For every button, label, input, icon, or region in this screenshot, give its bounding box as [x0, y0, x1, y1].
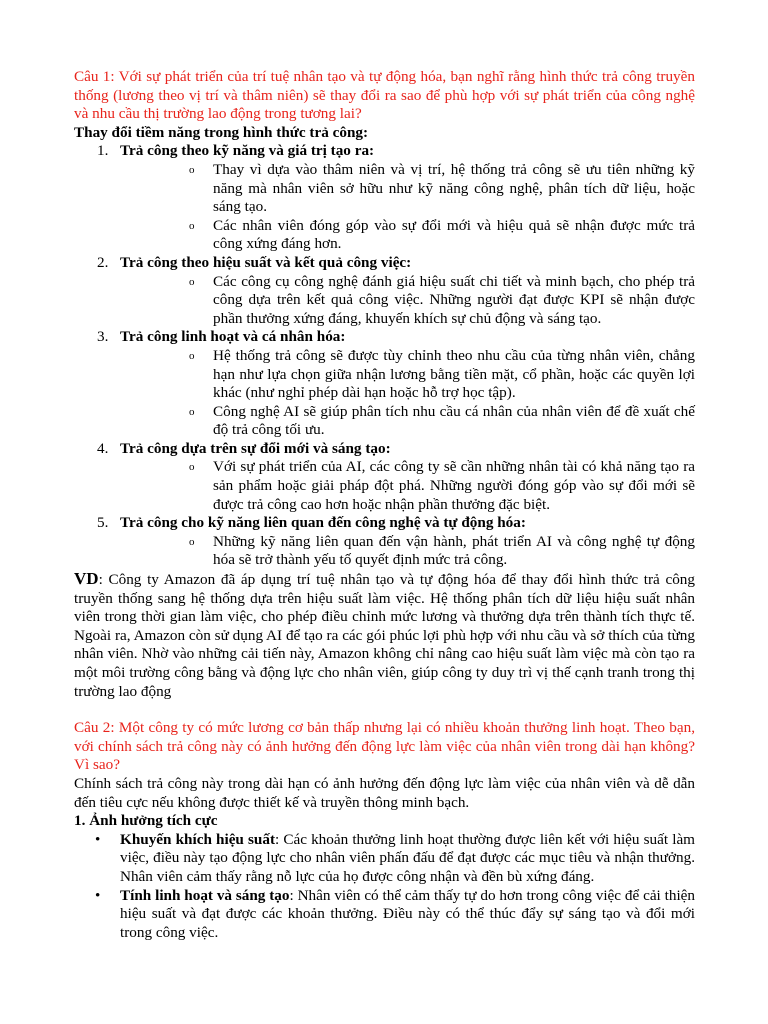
circle-bullet-icon: o	[189, 405, 195, 418]
circle-bullet-icon: o	[189, 219, 195, 232]
sub-list-item: o Các công cụ công nghệ đánh giá hiệu suất chi tiết và minh bạch, cho phép trả công dựa trên kết quả công việc. Những người đạt được KPI sẽ nhận được phần thưởng xứng đáng, khuyến khích sự chủ động và sáng tạo.	[189, 272, 695, 327]
sub-list	[120, 533, 695, 570]
sub-list	[120, 458, 695, 514]
sub-list-item: o Các nhân viên đóng góp vào sự đổi mới và hiệu quả sẽ nhận được mức trả công xứng đáng hơn.	[189, 216, 695, 253]
sub-list-item: o Công nghệ AI sẽ giúp phân tích nhu cầu cá nhân của nhân viên để đề xuất chế độ trả công tối ưu.	[189, 402, 695, 439]
sub-list-item: o Với sự phát triển của AI, các công ty sẽ cần những nhân tài có khả năng tạo ra sản phẩm hoặc giải pháp đột phá. Những người đóng góp vào sự đổi mới sẽ được trả công cao hơn hoặc nhận phần thưởng đặc biệt.	[189, 458, 695, 513]
q1-numbered-list	[74, 142, 695, 570]
q2-bullet-list	[74, 831, 695, 943]
circle-bullet-icon: o	[189, 163, 195, 176]
item-title: Trả công dựa trên sự đổi mới và sáng tạo:	[120, 439, 391, 457]
circle-bullet-icon: o	[189, 461, 195, 474]
sub-list-item: o Hệ thống trả công sẽ được tùy chỉnh theo nhu cầu của từng nhân viên, chẳng hạn như lựa chọn giữa nhận lương bằng tiền mặt, cổ phần, hoặc các quyền lợi khác (như nghỉ phép dài hạn hoặc hỗ trợ học tập).	[189, 346, 695, 402]
item-number: 5.	[97, 514, 109, 532]
sub-list	[120, 347, 695, 440]
q1-heading: Thay đổi tiềm năng trong hình thức trả công:	[74, 123, 369, 141]
document-page	[74, 68, 695, 942]
paragraph-spacer	[74, 701, 695, 719]
circle-bullet-icon: o	[189, 535, 195, 548]
list-item	[74, 514, 695, 570]
bullet-icon: •	[95, 886, 101, 904]
point-term: Khuyến khích hiệu suất	[120, 830, 276, 848]
point-term: Tính linh hoạt và sáng tạo	[120, 886, 290, 904]
item-number: 1.	[97, 142, 109, 160]
item-number: 4.	[97, 439, 109, 457]
point-text: : Nhân viên có thể cảm thấy tự do hơn trong công việc để cải thiện hiệu suất và đạt được các khoản thưởng. Điều này có thể thúc đẩy sự sáng tạo và đổi mới trong công việc.	[120, 886, 695, 941]
list-item	[74, 440, 695, 514]
example-label: VD	[74, 569, 99, 589]
item-title: Trả công cho kỹ năng liên quan đến công nghệ và tự động hóa:	[120, 514, 526, 532]
item-title: Trả công linh hoạt và cá nhân hóa:	[120, 328, 346, 346]
list-item	[74, 254, 695, 328]
circle-bullet-icon: o	[189, 349, 195, 362]
bullet-icon: •	[95, 830, 101, 848]
sub-list	[120, 161, 695, 254]
list-item	[74, 831, 695, 887]
list-item	[74, 142, 695, 254]
list-item	[74, 328, 695, 440]
sub-list	[120, 273, 695, 329]
question-1: Câu 1: Với sự phát triển của trí tuệ nhân tạo và tự động hóa, bạn nghĩ rằng hình thức trả công truyền thống (lương theo vị trí và thâm niên) sẽ thay đổi ra sao để phù hợp với sự phát triển của công nghệ và nhu cầu thị trường lao động trong tương lai?	[74, 68, 695, 123]
item-title: Trả công theo kỹ năng và giá trị tạo ra:	[120, 142, 375, 160]
example-paragraph	[74, 570, 695, 701]
list-item	[74, 887, 695, 943]
point-text: : Các khoản thưởng linh hoạt thường được liên kết với hiệu suất làm việc, điều này tạo động lực cho nhân viên phấn đấu để đạt được các mục tiêu và nhận thưởng. Nhân viên cảm thấy rằng nỗ lực của họ được công nhận và đền bù xứng đáng.	[120, 830, 695, 885]
circle-bullet-icon: o	[189, 275, 195, 288]
item-title: Trả công theo hiệu suất và kết quả công việc:	[120, 253, 412, 271]
section-title: 1. Ảnh hưởng tích cực	[74, 812, 218, 830]
item-number: 3.	[97, 328, 109, 346]
example-text: : Công ty Amazon đã áp dụng trí tuệ nhân tạo và tự động hóa để thay đổi hình thức trả công truyền thống sang hệ thống dựa trên hiệu suất làm việc. Hệ thống phân tích dữ liệu hiệu suất nhân viên trong thời gian làm việc, cho phép điều chỉnh mức lương và thưởng dựa trên thành tích thực tế. Ngoài ra, Amazon còn sử dụng AI để tạo ra các gói phúc lợi phù hợp với nhu cầu và sở thích của từng nhân viên. Nhờ vào những cải tiến này, Amazon không chỉ nâng cao hiệu suất làm việc mà còn tạo ra một môi trường công bằng và động lực cho nhân viên, giúp công ty duy trì vị thế cạnh tranh trong thị trường lao động	[74, 571, 695, 700]
sub-list-item: o Thay vì dựa vào thâm niên và vị trí, hệ thống trả công sẽ ưu tiên những kỹ năng mà nhân viên sở hữu như kỹ năng công nghệ, phân tích dữ liệu, hoặc sáng tạo.	[189, 160, 695, 216]
item-number: 2.	[97, 253, 109, 271]
q2-intro: Chính sách trả công này trong dài hạn có ảnh hưởng đến động lực làm việc của nhân viên và dễ dẫn đến tiêu cực nếu không được thiết kế và truyền thông minh bạch.	[74, 774, 695, 811]
question-2: Câu 2: Một công ty có mức lương cơ bản thấp nhưng lại có nhiều khoản thưởng linh hoạt. Theo bạn, với chính sách trả công này có ảnh hưởng đến động lực làm việc của nhân viên trong dài hạn không? Vì sao?	[74, 719, 695, 774]
sub-list-item: o Những kỹ năng liên quan đến vận hành, phát triển AI và công nghệ tự động hóa sẽ trở thành yếu tố quyết định mức trả công.	[189, 532, 695, 569]
